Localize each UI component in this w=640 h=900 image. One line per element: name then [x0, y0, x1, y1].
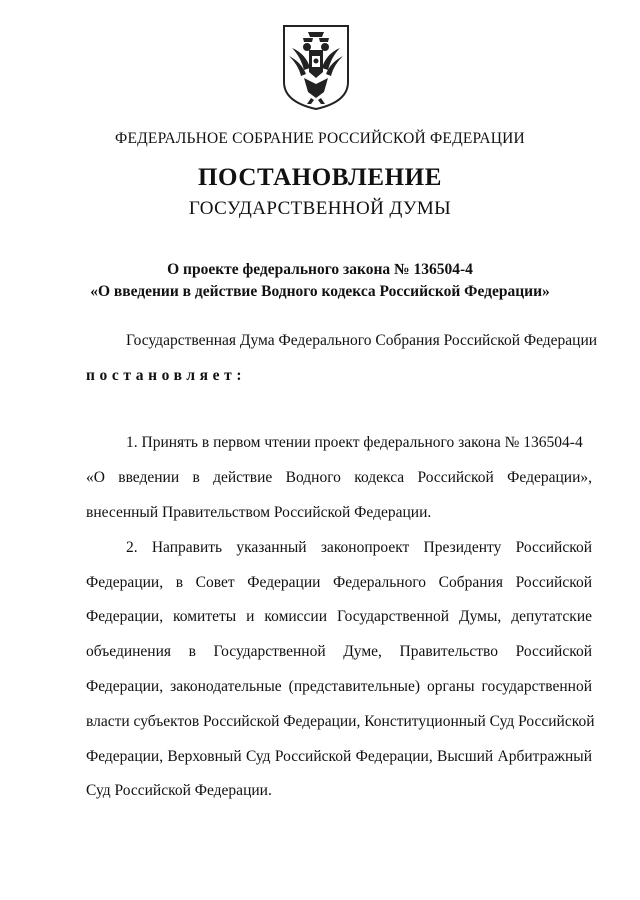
item-2-line-5: Федерации, законодательные (представительные) органы государственной	[86, 678, 592, 695]
preamble-text: Государственная Дума Федерального Собрания Российской Федерации	[126, 332, 598, 349]
coat-of-arms-emblem	[278, 22, 354, 112]
item-2-line-1: 2. Направить указанный законопроект Президенту Российской	[126, 539, 592, 556]
item-1-line-1: 1. Принять в первом чтении проект федерального закона № 136504-4	[126, 434, 583, 451]
document-type-title: ПОСТАНОВЛЕНИЕ	[197, 164, 443, 191]
subject-line-2: «О введении в действие Водного кодекса Российской Федерации»	[90, 283, 550, 300]
subject-line-1: О проекте федерального закона № 136504-4	[167, 261, 473, 278]
item-2-line-8: Суд Российской Федерации.	[86, 782, 272, 799]
issuing-body: ГОСУДАРСТВЕННОЙ ДУМЫ	[188, 198, 452, 219]
item-2-line-2: Федерации, в Совет Федерации Федерального Собрания Российской	[86, 574, 592, 591]
parliament-name: ФЕДЕРАЛЬНОЕ СОБРАНИЕ РОССИЙСКОЙ ФЕДЕРАЦИИ	[115, 130, 525, 147]
item-1-line-3: внесенный Правительством Российской Федерации.	[86, 504, 432, 521]
item-2-line-3: Федерации, комитеты и комиссии Государственной Думы, депутатские	[86, 608, 592, 625]
item-2-line-6: власти субъектов Российской Федерации, Конституционный Суд Российской	[86, 713, 595, 730]
item-2-line-4: объединения в Государственной Думе, Правительство Российской	[86, 643, 592, 660]
item-1-line-2: «О введении в действие Водного кодекса Российской Федерации»,	[86, 469, 592, 486]
decrees-word: постановляет:	[86, 367, 247, 384]
item-2-line-7: Федерации, Верховный Суд Российской Федерации, Высший Арбитражный	[86, 748, 592, 765]
